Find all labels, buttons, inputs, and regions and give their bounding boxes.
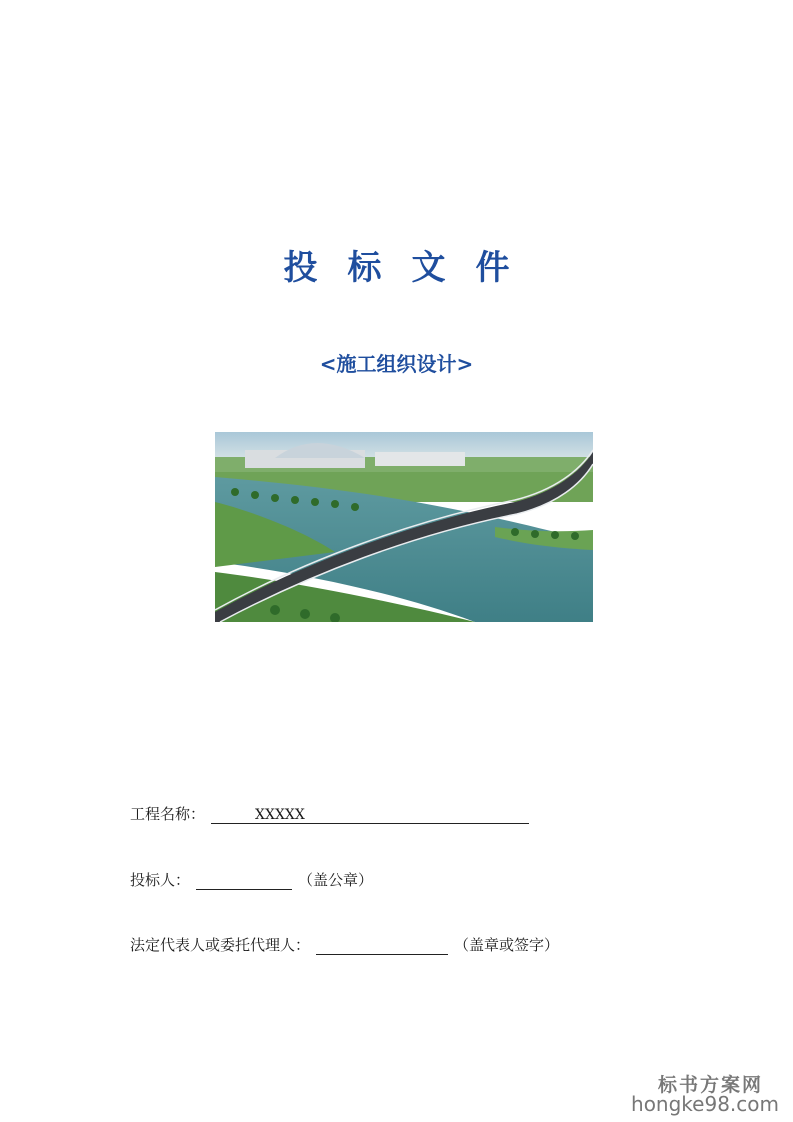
document-subtitle: <施工组织设计> (319, 352, 474, 376)
project-name-label: 工程名称： (130, 805, 206, 823)
representative-field (130, 934, 559, 955)
project-name-line[interactable] (211, 805, 529, 824)
bidder-line[interactable] (196, 871, 292, 890)
watermark-brand: 标书方案网 (657, 1074, 763, 1096)
bidder-suffix: （盖公章） (298, 871, 374, 889)
document-title: 投标文件 (283, 248, 540, 288)
representative-suffix: （盖章或签字） (454, 936, 560, 954)
representative-line[interactable] (316, 936, 448, 955)
bidder-label: 投标人： (130, 871, 191, 889)
representative-label: 法定代表人或委托代理人： (130, 936, 311, 954)
cover-bridge-image (215, 432, 593, 622)
project-name-value: XXXXX (255, 807, 305, 823)
watermark-url: hongke98.com (631, 1092, 779, 1116)
project-name-field (130, 803, 529, 824)
bidder-field (130, 869, 373, 890)
